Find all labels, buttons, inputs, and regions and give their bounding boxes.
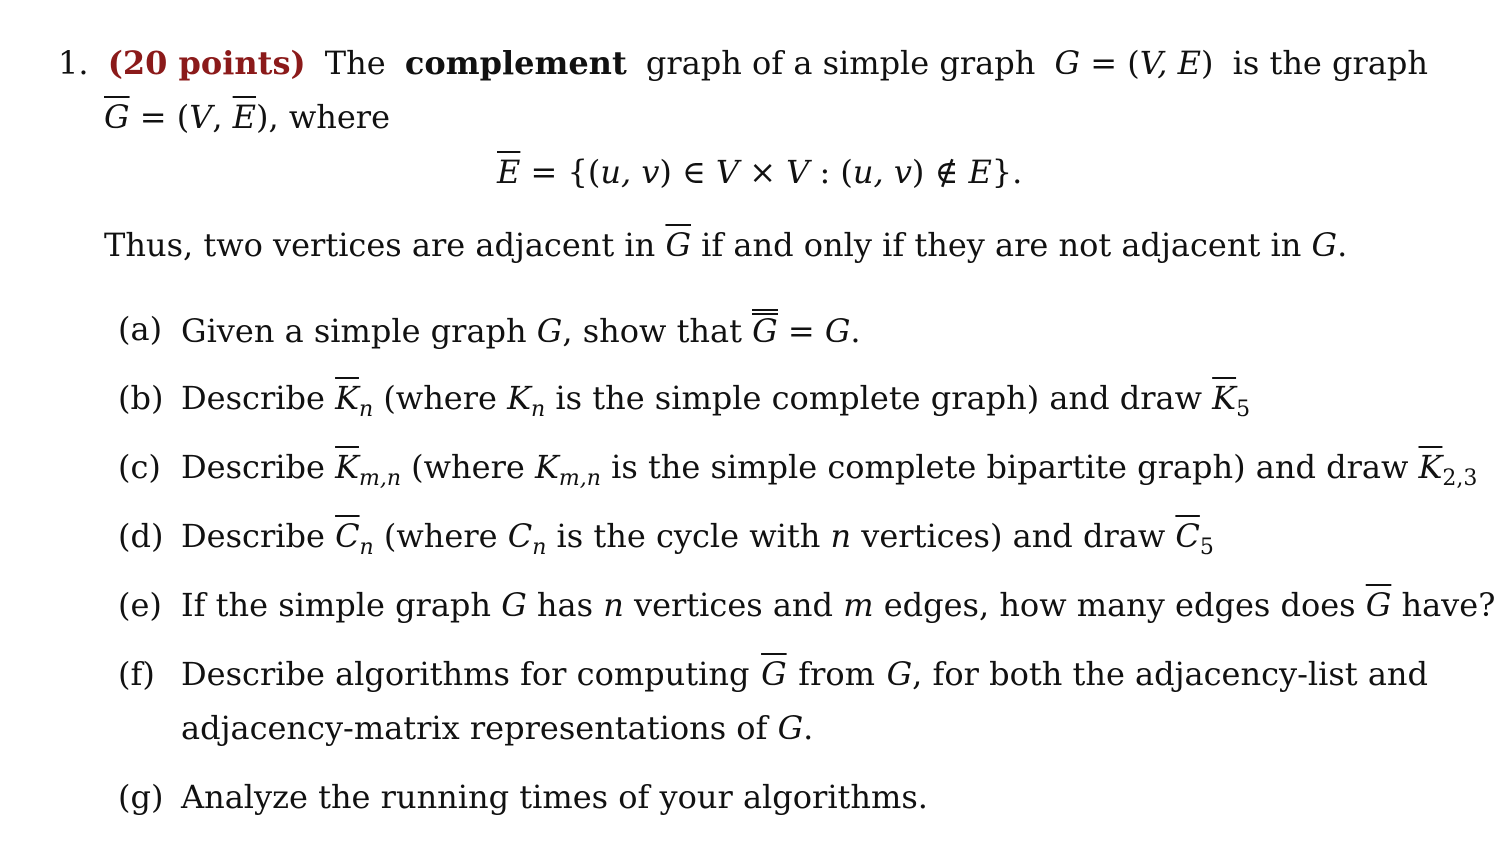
- item-g: Analyze the running times of your algorithms.: [181, 778, 928, 816]
- item-f: Describe algorithms for computing $\overline{G}$ from G, for both the adjacency-list and: [181, 655, 1428, 693]
- item-label-c: (c): [118, 448, 161, 486]
- g-bar-math: $\overline{G}$: [665, 226, 691, 264]
- item-e: If the simple graph G has n vertices and m edges, how many edges does $\overline{G}$ have?: [181, 586, 1496, 624]
- item-label-a: (a): [118, 310, 163, 348]
- adjacency-statement: Thus, two vertices are adjacent in $\overline{G}$ if and only if they are not adjacent in G.: [104, 226, 1348, 264]
- edge-set-equation: $\overline{E} = \{(u$, v) ∈ V × V : (u, v) ∉ E}.: [497, 153, 1023, 191]
- item-c: Describe $\overline{K}_{m,n}$ (where $K_{m,n}$ is the simple complete bipartite graph) and draw $\overline{K}_{2,3}$: [181, 448, 1478, 491]
- item-label-f: (f): [118, 655, 155, 693]
- intro-text-post: graph of a simple graph: [645, 44, 1036, 82]
- item-a: Given a simple graph G, show that G = G.: [181, 312, 861, 350]
- problem-header-line: [58, 44, 1428, 82]
- intro-text-pre: The: [324, 44, 386, 82]
- complement-definition-line: [104, 98, 391, 136]
- item-label-b: (b): [118, 379, 164, 417]
- item-f-line2: adjacency-matrix representations of G.: [181, 709, 814, 747]
- complement-term: complement: [404, 44, 627, 82]
- points-label: (20 points): [107, 44, 306, 82]
- item-label-d: (d): [118, 517, 164, 555]
- complement-math: $\overline{G} = (V$, $\overline{E}$): [104, 98, 269, 136]
- item-b: Describe $\overline{K}_n$ (where $K_n$ is the simple complete graph) and draw $\overline{K}_5$: [181, 379, 1251, 422]
- double-complement-math: G: [752, 312, 778, 350]
- is-the-graph-text: is the graph: [1232, 44, 1428, 82]
- item-d: Describe $\overline{C}_n$ (where $C_n$ is the cycle with n vertices) and draw $\overline{C}_5$: [181, 517, 1214, 560]
- item-label-e: (e): [118, 586, 162, 624]
- item-label-g: (g): [118, 778, 164, 816]
- where-text: , where: [268, 98, 391, 136]
- graph-definition-math: G = (V, E): [1054, 44, 1214, 82]
- problem-number: 1.: [58, 44, 89, 82]
